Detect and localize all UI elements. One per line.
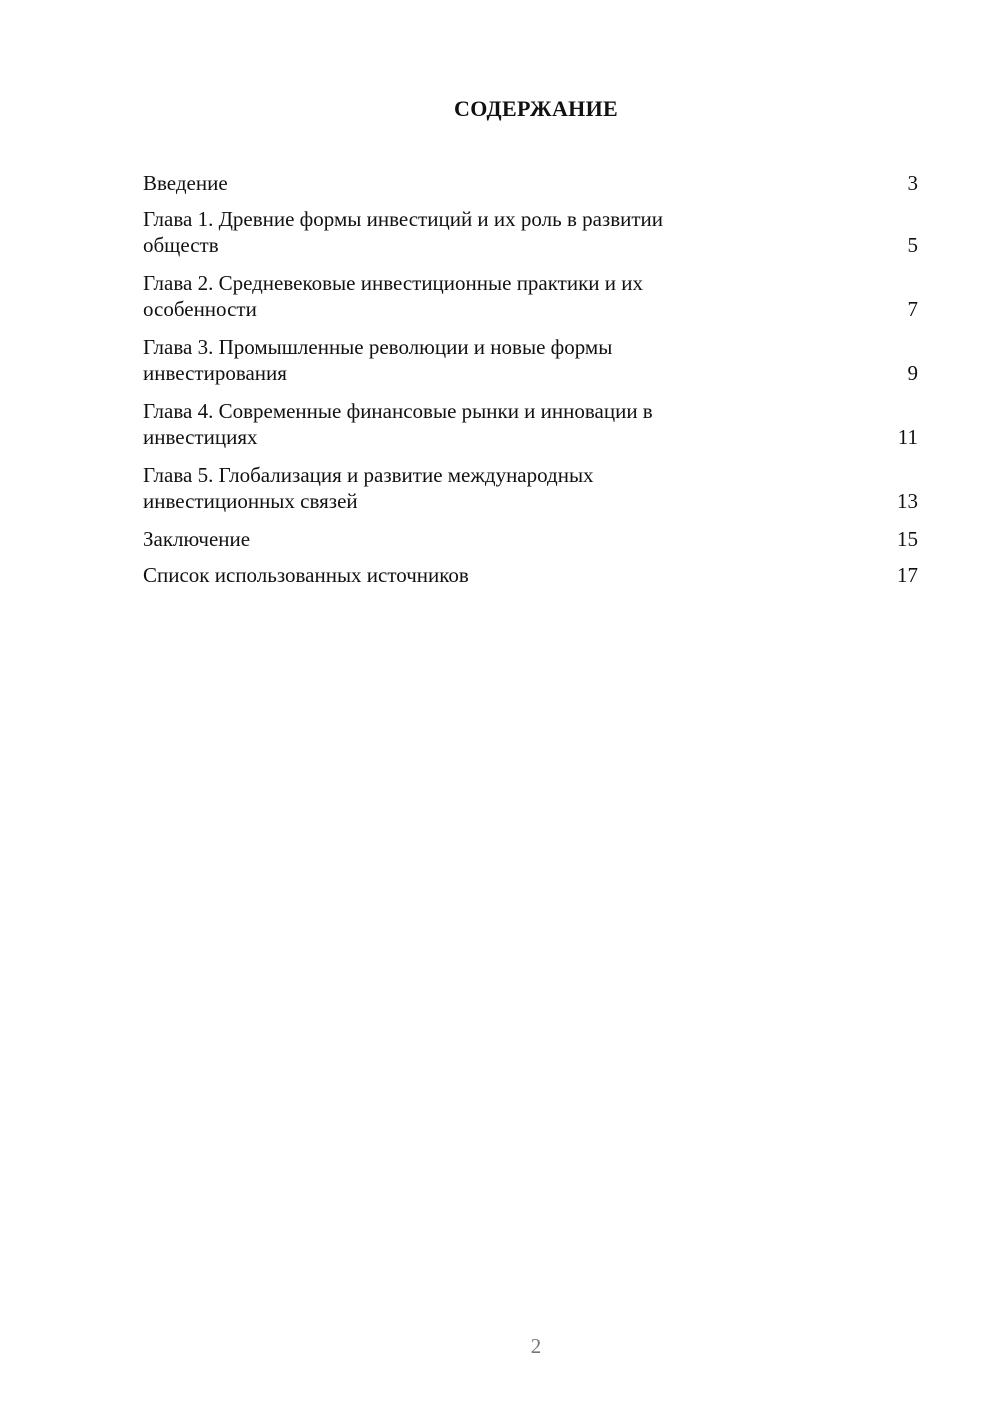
toc-entry-chapter-3 xyxy=(143,334,918,386)
toc-entry-label: Заключение xyxy=(143,527,251,551)
toc-entry-page: 15 xyxy=(897,527,918,551)
toc-entry-label: Глава 1. Древние формы инвестиций и их роль в развитии xyxy=(143,207,664,231)
toc-entry-label: Глава 4. Современные финансовые рынки и инновации в xyxy=(143,399,653,423)
toc-entry-page: 9 xyxy=(907,361,918,385)
toc-entry-conclusion xyxy=(143,526,918,552)
toc-entry-label: Список использованных источников xyxy=(143,563,469,587)
toc-entry-page: 11 xyxy=(897,425,918,449)
toc-entry-chapter-5 xyxy=(143,462,918,514)
toc-entry-page: 3 xyxy=(907,171,918,195)
toc-entry-label: Глава 5. Глобализация и развитие международных xyxy=(143,463,594,487)
toc-entry-page: 7 xyxy=(907,297,918,321)
toc-entry-page: 5 xyxy=(907,233,918,257)
toc-entry-label-continuation: инвестирования xyxy=(143,361,287,385)
toc-entry-label-continuation: инвестициях xyxy=(143,425,258,449)
toc-entry-label-continuation: обществ xyxy=(143,233,219,257)
toc-entry-label-continuation: инвестиционных связей xyxy=(143,489,358,513)
page-number: 2 xyxy=(530,1334,542,1358)
toc-entry-label: Глава 3. Промышленные революции и новые формы xyxy=(143,335,613,359)
toc-entry-chapter-1 xyxy=(143,206,918,258)
toc-entry-chapter-2 xyxy=(143,270,918,322)
toc-entry-label: Введение xyxy=(143,171,228,195)
toc-entry-label-continuation: особенности xyxy=(143,297,257,321)
toc-entry-page: 17 xyxy=(897,563,918,587)
toc-entry-introduction xyxy=(143,170,918,196)
toc-entry-label: Глава 2. Средневековые инвестиционные практики и их xyxy=(143,271,644,295)
toc-entry-page: 13 xyxy=(897,489,918,513)
toc-entry-references xyxy=(143,562,918,588)
page-title: СОДЕРЖАНИЕ xyxy=(454,96,618,121)
toc-entry-chapter-4 xyxy=(143,398,918,450)
table-of-contents xyxy=(143,170,918,598)
